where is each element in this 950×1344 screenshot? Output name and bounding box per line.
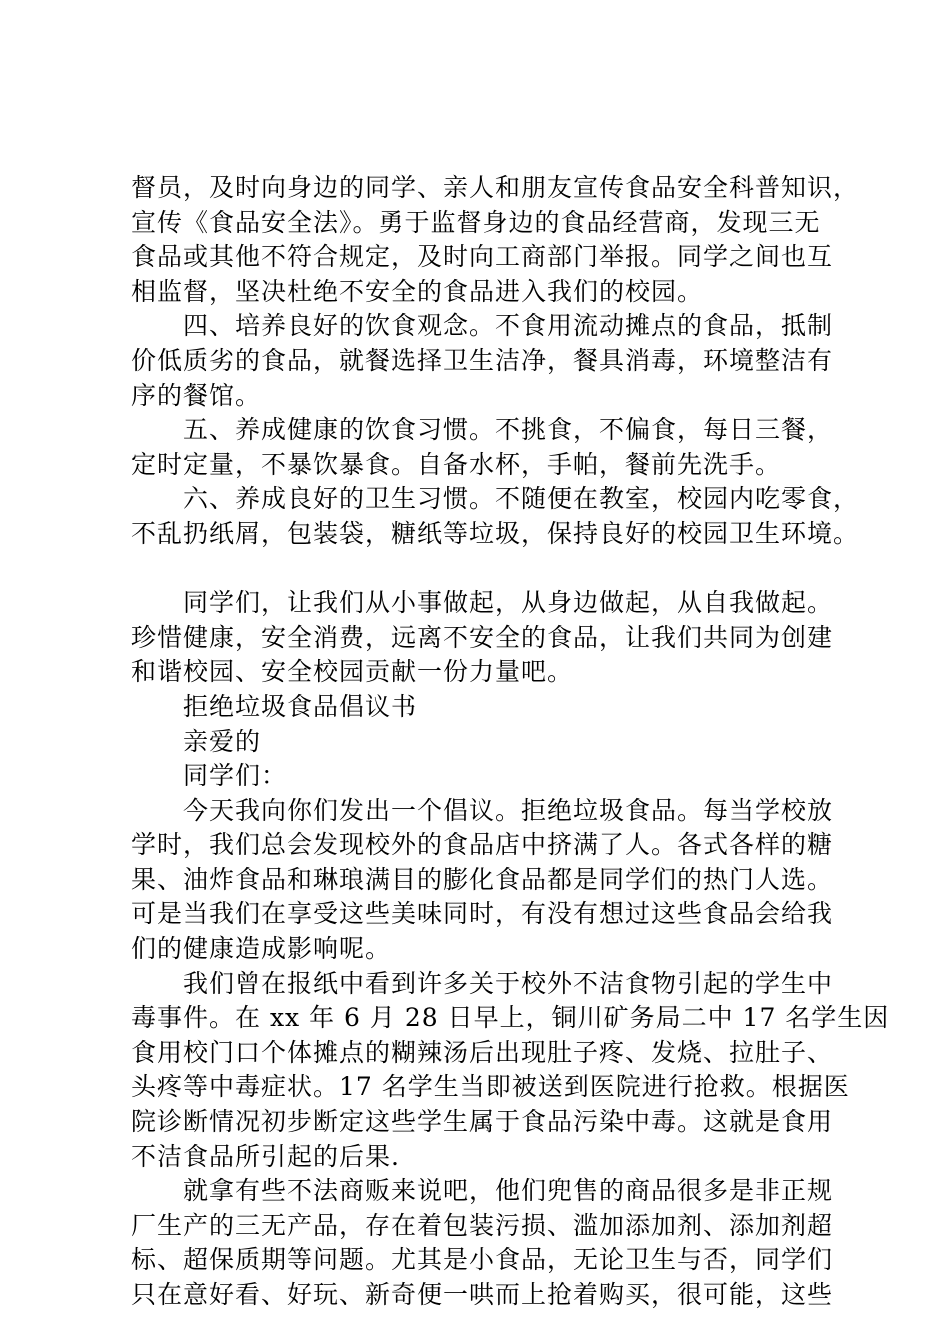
text-line: 学时，我们总会发现校外的食品店中挤满了人。各式各样的糖	[131, 830, 834, 860]
paragraph-gap	[131, 552, 831, 587]
text-line: 们的健康造成影响呢。	[131, 934, 392, 964]
paragraph-start-line: 我们曾在报纸中看到许多关于校外不洁食物引起的学生中	[183, 968, 834, 998]
text-line: 标、超保质期等问题。尤其是小食品，无论卫生与否，同学们	[131, 1245, 834, 1275]
text-line: 毒事件。在 xx 年 6 月 28 日早上，铜川矿务局二中 17 名学生因	[131, 1003, 890, 1033]
text-line: 可是当我们在享受这些美味同时，有没有想过这些食品会给我	[131, 899, 834, 929]
text-line: 果、油炸食品和琳琅满目的膨化食品都是同学们的热门人选。	[131, 864, 834, 894]
text-line: 院诊断情况初步断定这些学生属于食品污染中毒。这就是食用	[131, 1107, 834, 1137]
document-title: 拒绝垃圾食品倡议书	[183, 691, 418, 721]
text-line: 督员，及时向身边的同学、亲人和朋友宣传食品安全科普知识，	[131, 173, 860, 202]
text-line: 不洁食品所引起的后果.	[131, 1141, 400, 1171]
text-line: 价低质劣的食品，就餐选择卫生洁净，餐具消毒，环境整洁有	[131, 345, 834, 375]
paragraph-start-line: 同学们，让我们从小事做起，从身边做起，从自我做起。	[183, 588, 834, 618]
text-line: 食用校门口个体摊点的糊辣汤后出现肚子疼、发烧、拉肚子、	[131, 1037, 834, 1067]
text-line: 不乱扔纸屑，包装袋，糖纸等垃圾，保持良好的校园卫生环境。	[131, 518, 860, 548]
text-line: 相监督，坚决杜绝不安全的食品进入我们的校园。	[131, 276, 704, 306]
paragraph-start-line: 五、养成健康的饮食习惯。不挑食，不偏食，每日三餐，	[183, 415, 834, 445]
salutation-line: 同学们：	[183, 761, 288, 791]
text-line: 序的餐馆。	[131, 380, 262, 410]
text-line: 定时定量，不暴饮暴食。自备水杯，手帕，餐前先洗手。	[131, 449, 782, 479]
paragraph-start-line: 今天我向你们发出一个倡议。拒绝垃圾食品。每当学校放	[183, 795, 834, 825]
text-line: 厂生产的三无产品，存在着包装污损、滥加添加剂、添加剂超	[131, 1210, 834, 1240]
text-line: 只在意好看、好玩、新奇便一哄而上抢着购买，很可能，这些	[131, 1280, 834, 1309]
document-body	[131, 171, 890, 1313]
text-line: 头疼等中毒症状。17 名学生当即被送到医院进行抢救。根据医	[131, 1072, 850, 1102]
text-line: 食品或其他不符合规定，及时向工商部门举报。同学之间也互	[131, 242, 834, 272]
salutation-line: 亲爱的	[183, 726, 262, 756]
text-line: 宣传《食品安全法》。勇于监督身边的食品经营商，发现三无	[131, 207, 821, 237]
paragraph-start-line: 六、养成良好的卫生习惯。不随便在教室，校园内吃零食，	[183, 484, 860, 514]
text-line: 珍惜健康，安全消费，远离不安全的食品，让我们共同为创建	[131, 622, 834, 652]
text-line: 和谐校园、安全校园贡献一份力量吧。	[131, 657, 574, 687]
paragraph-start-line: 就拿有些不法商贩来说吧，他们兜售的商品很多是非正规	[183, 1176, 834, 1206]
paragraph-start-line: 四、培养良好的饮食观念。不食用流动摊点的食品，抵制	[183, 311, 834, 341]
